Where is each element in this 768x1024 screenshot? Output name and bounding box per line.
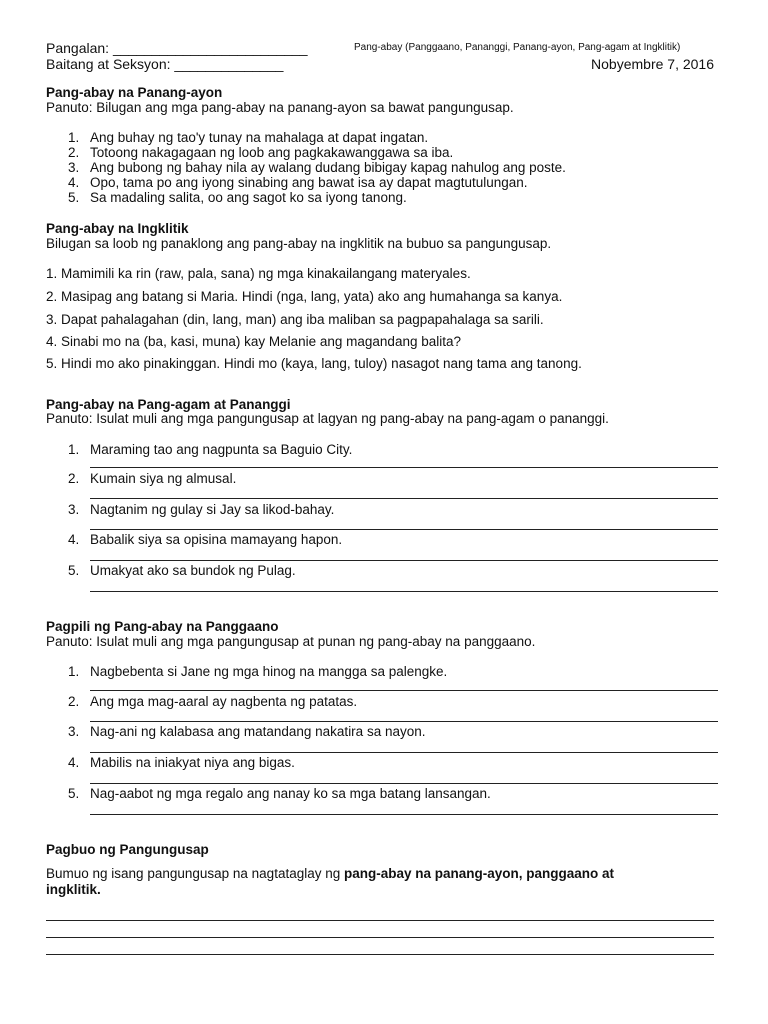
list-item: 4. Mabilis na iniakyat niya ang bigas. [68,755,295,770]
answer-line[interactable] [90,591,718,592]
answer-line[interactable] [46,954,714,955]
list-item: 3. Dapat pahalagahan (din, lang, man) ang iba maliban sa pagpapahalaga sa sarili. [46,312,544,327]
answer-line[interactable] [90,529,718,530]
list-item: 1. Nagbebenta si Jane ng mga hinog na mangga sa palengke. [68,664,448,679]
section5-title: Pagbuo ng Pangungusap [46,842,209,857]
section1-title: Pang-abay na Panang-ayon [46,85,223,100]
list-item: 1. Mamimili ka rin (raw, pala, sana) ng mga kinakailangang materyales. [46,266,471,281]
answer-line[interactable] [90,690,718,691]
list-item: 5. Sa madaling salita, oo ang sagot ko sa iyong tanong. [68,190,407,205]
answer-line[interactable] [90,752,718,753]
section2-title: Pang-abay na Ingklitik [46,221,189,236]
section5-instruction-continued: ingklitik. [46,882,101,897]
grade-section-field-label: Baitang at Seksyon: ______________ [46,56,284,72]
answer-line[interactable] [90,721,718,722]
list-item: 5. Hindi mo ako pinakinggan. Hindi mo (kaya, lang, tuloy) nasagot nang tama ang tanong. [46,356,582,371]
answer-line[interactable] [90,467,718,468]
name-field-label: Pangalan: _________________________ [46,40,308,56]
answer-line[interactable] [90,560,718,561]
list-item: 5. Nag-aabot ng mga regalo ang nanay ko sa mga batang lansangan. [68,786,491,801]
answer-line[interactable] [90,783,718,784]
section2-instruction: Bilugan sa loob ng panaklong ang pang-abay na ingklitik na bubuo sa pangungusap. [46,236,552,251]
section3-title: Pang-abay na Pang-agam at Pananggi [46,397,291,412]
answer-line[interactable] [90,498,718,499]
worksheet-date: Nobyembre 7, 2016 [591,56,714,72]
answer-line[interactable] [90,814,718,815]
section4-title: Pagpili ng Pang-abay na Panggaano [46,619,279,634]
section3-instruction: Panuto: Isulat muli ang mga pangungusap at lagyan ng pang-abay na pang-agam o pananggi. [46,411,609,426]
section1-instruction: Panuto: Bilugan ang mga pang-abay na panang-ayon sa bawat pangungusap. [46,100,514,115]
list-item: 1. Maraming tao ang nagpunta sa Baguio City. [68,442,353,457]
list-item: 2. Kumain siya ng almusal. [68,471,237,486]
list-item: 2. Ang mga mag-aaral ay nagbenta ng patatas. [68,694,358,709]
list-item: 5. Umakyat ako sa bundok ng Pulag. [68,563,296,578]
section5-instruction: Bumuo ng isang pangungusap na nagtataglay ng pang-abay na panang-ayon, panggaano at [46,866,615,881]
answer-line[interactable] [46,920,714,921]
list-item: 1. Ang buhay ng tao'y tunay na mahalaga at dapat ingatan. [68,130,429,145]
list-item: 4. Babalik siya sa opisina mamayang hapon. [68,532,343,547]
list-item: 3. Ang bubong ng bahay nila ay walang dudang bibigay kapag nahulog ang poste. [68,160,566,175]
list-item: 3. Nagtanim ng gulay si Jay sa likod-bahay. [68,502,335,517]
section4-instruction: Panuto: Isulat muli ang mga pangungusap at punan ng pang-abay na panggaano. [46,634,536,649]
list-item: 3. Nag-ani ng kalabasa ang matandang nakatira sa nayon. [68,724,426,739]
worksheet-subtitle: Pang-abay (Panggaano, Pananggi, Panang-ayon, Pang-agam at Ingklitik) [354,42,681,53]
list-item: 2. Masipag ang batang si Maria. Hindi (nga, lang, yata) ako ang humahanga sa kanya. [46,289,563,304]
answer-line[interactable] [46,937,714,938]
list-item: 4. Opo, tama po ang iyong sinabing ang bawat isa ay dapat magtutulungan. [68,175,528,190]
list-item: 4. Sinabi mo na (ba, kasi, muna) kay Melanie ang magandang balita? [46,334,461,349]
list-item: 2. Totoong nakagagaan ng loob ang pagkakawanggawa sa iba. [68,145,454,160]
